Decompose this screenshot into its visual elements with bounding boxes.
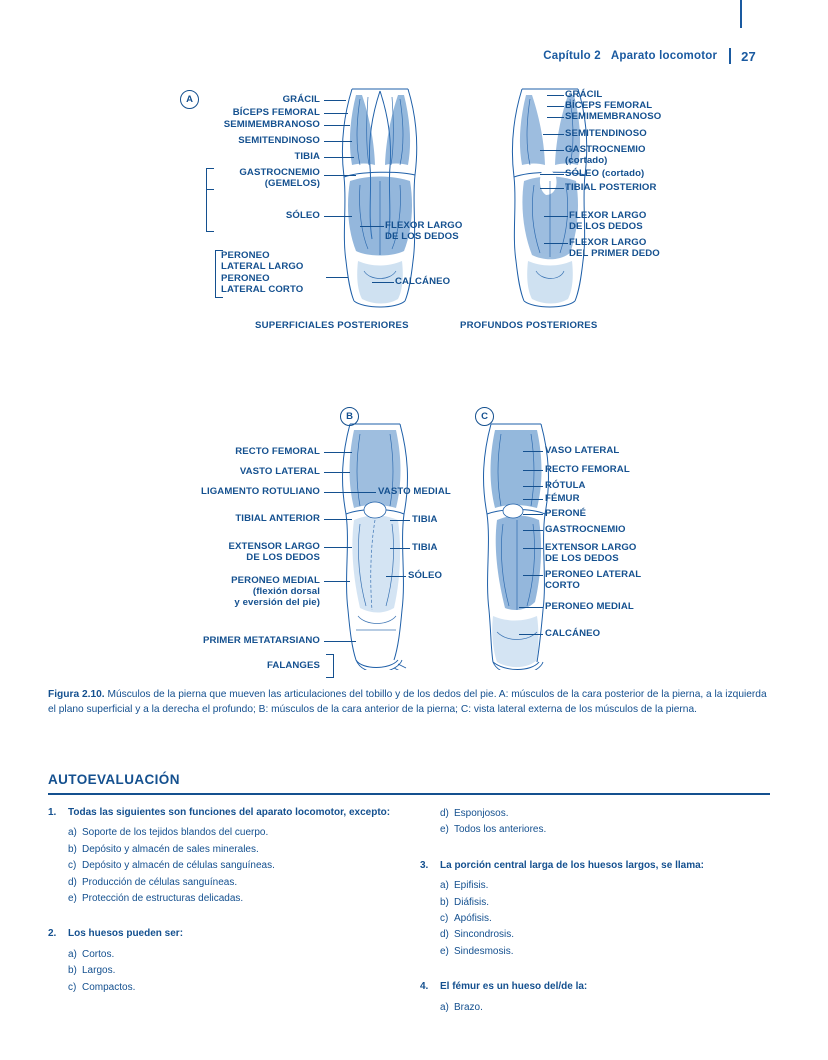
- panel-label-b: B: [340, 407, 359, 426]
- label-flexor-largo-dedos-p2: DE LOS DEDOS: [569, 221, 643, 232]
- label-semitendinoso-p: SEMITENDINOSO: [565, 128, 647, 139]
- option-key: c): [440, 913, 449, 925]
- option-key: a): [440, 880, 449, 892]
- label-flexor-largo-dedos-p: FLEXOR LARGO: [569, 210, 647, 221]
- leader-line: [540, 174, 564, 175]
- label-semimembranoso-a: SEMIMEMBRANOSO: [223, 119, 320, 130]
- header-divider: [729, 48, 731, 64]
- option[interactable]: [440, 878, 770, 893]
- label-peroneo-lateral-largo-a2: LATERAL LARGO: [221, 261, 304, 272]
- option-text: Cortos.: [82, 948, 115, 960]
- leader-line: [523, 451, 543, 452]
- label-gracil-p: GRÁCIL: [565, 89, 603, 100]
- panel-label-a: A: [180, 90, 199, 109]
- leader-line: [324, 641, 356, 642]
- leader-line: [324, 519, 352, 520]
- label-gastrocnemio-p: GASTROCNEMIO: [565, 144, 646, 155]
- leader-line: [523, 530, 543, 531]
- question-1-number: 1.: [48, 807, 57, 818]
- option-text: Soporte de los tejidos blandos del cuerpo.: [82, 827, 269, 839]
- label-peroneo-lateral-largo-a: PERONEO: [221, 250, 270, 261]
- option-text: Largos.: [82, 965, 116, 977]
- header-section: Aparato locomotor: [610, 50, 718, 62]
- label-gastrocnemio-cortado-p: (cortado): [565, 155, 608, 166]
- option-text: Compactos.: [82, 981, 136, 993]
- option[interactable]: [68, 858, 418, 873]
- option-key: c): [68, 981, 77, 993]
- leader-line: [523, 486, 543, 487]
- label-vasto-medial-b: VASTO MEDIAL: [378, 486, 451, 497]
- leader-line: [372, 282, 394, 283]
- label-peroneo-lateral-corto-c: PERONEO LATERAL: [545, 569, 642, 580]
- question-3-options: [440, 878, 770, 959]
- question-4-options: [440, 1000, 770, 1015]
- option-key: a): [68, 827, 77, 839]
- question-column-left: [48, 806, 418, 998]
- leader-line: [523, 548, 543, 549]
- leader-line: [324, 125, 350, 126]
- leader-line: [543, 134, 564, 135]
- label-primer-metatarsiano-b: PRIMER METATARSIANO: [202, 635, 320, 646]
- option-text: Sincondrosis.: [454, 929, 515, 941]
- subcaption-profundos: PROFUNDOS POSTERIORES: [460, 320, 598, 331]
- option-text: Depósito y almacén de células sanguíneas.: [82, 860, 275, 872]
- label-gastrocnemio-c: GASTROCNEMIO: [545, 524, 626, 535]
- leader-line: [523, 575, 543, 576]
- label-tibial-anterior-b: TIBIAL ANTERIOR: [235, 513, 320, 524]
- leader-line: [324, 581, 350, 582]
- question-2-options: [68, 947, 418, 995]
- leader-line: [523, 514, 543, 515]
- option-key: c): [68, 860, 77, 872]
- option[interactable]: [440, 927, 770, 942]
- leader-line: [547, 106, 564, 107]
- option-key: a): [68, 948, 77, 960]
- label-flexor-largo-dedos-a2: DE LOS DEDOS: [385, 231, 459, 242]
- question-1-options: [68, 825, 418, 906]
- figure-caption-text: Músculos de la pierna que mueven las articulaciones del tobillo y de los dedos del pie. A: músculos de la cara posterior de la pierna, a la izquierda el plano superficial y a la derecha el profundo; B: músculos de la cara anterior de la pierna; C: vista lateral externa de los músculos de la pierna.: [48, 689, 767, 715]
- label-gastrocnemio-a: GASTROCNEMIO: [239, 167, 320, 178]
- option[interactable]: [440, 806, 770, 821]
- question-4-text: El fémur es un hueso del/de la:: [440, 981, 588, 993]
- option-key: a): [440, 1001, 449, 1013]
- label-peroneo-lateral-corto-a: PERONEO: [221, 273, 270, 284]
- leader-line: [544, 243, 568, 244]
- label-soleo-a: SÓLEO: [285, 210, 320, 221]
- option[interactable]: [68, 842, 418, 857]
- label-falanges-b: FALANGES: [266, 660, 320, 671]
- header-chapter: Capítulo 2: [543, 50, 601, 62]
- label-rotula-c: RÓTULA: [545, 480, 586, 491]
- option-key: d): [440, 808, 449, 819]
- label-tibia-a: TIBIA: [294, 151, 320, 162]
- subcaption-superficiales: SUPERFICIALES POSTERIORES: [255, 320, 409, 331]
- label-peroneo-medial-c: PERONEO MEDIAL: [545, 601, 634, 612]
- leader-line: [519, 607, 543, 608]
- leader-line: [326, 277, 348, 278]
- question-1-options-continued: [440, 806, 770, 838]
- option-key: d): [440, 929, 449, 941]
- label-peroneo-medial-b3: y eversión del pie): [234, 597, 320, 608]
- question-column-right: [420, 806, 770, 1018]
- option[interactable]: [440, 911, 770, 926]
- spacer: [440, 962, 770, 980]
- autoevaluacion-divider: [48, 793, 770, 795]
- spacer: [68, 909, 418, 927]
- leader-line: [523, 470, 543, 471]
- option-text: Producción de células sanguíneas.: [82, 876, 238, 888]
- label-gracil-a: GRÁCIL: [282, 94, 320, 105]
- label-calcaneo-c: CALCÁNEO: [545, 628, 601, 639]
- leader-line: [547, 95, 564, 96]
- header-rule-top: [740, 0, 742, 28]
- question-2: [48, 927, 418, 995]
- panel-label-c: C: [475, 407, 494, 426]
- label-biceps-femoral-a: BÍCEPS FEMORAL: [232, 107, 320, 118]
- label-peroneo-medial-b: PERONEO MEDIAL: [231, 575, 320, 586]
- question-1-continued: [440, 806, 770, 838]
- page-number: 27: [741, 48, 756, 64]
- question-3-number: 3.: [420, 859, 429, 871]
- figure-2-10: [60, 80, 770, 680]
- label-tibia-b2: TIBIA: [412, 542, 438, 553]
- option-text: Protección de estructuras delicadas.: [82, 893, 244, 905]
- option-key: e): [68, 893, 77, 905]
- option[interactable]: [68, 947, 418, 962]
- label-femur-c: FÉMUR: [545, 493, 580, 504]
- option[interactable]: [440, 895, 770, 910]
- bracket-soleo: [206, 168, 214, 232]
- label-extensor-largo-dedos-b2: DE LOS DEDOS: [246, 552, 320, 563]
- leader-line: [386, 576, 406, 577]
- option-text: Depósito y almacén de sales minerales.: [82, 843, 259, 855]
- label-peroneo-lateral-corto-a2: LATERAL CORTO: [221, 284, 304, 295]
- bracket-falanges: [326, 654, 334, 678]
- option-text: Esponjosos.: [454, 808, 509, 819]
- autoevaluacion-heading: AUTOEVALUACIÓN: [48, 772, 180, 787]
- page-header: [543, 48, 756, 64]
- option[interactable]: [68, 963, 418, 978]
- figure-caption-label: Figura 2.10.: [48, 689, 105, 700]
- option-text: Sindesmosis.: [454, 945, 514, 957]
- option-key: b): [440, 896, 449, 908]
- label-semitendinoso-a: SEMITENDINOSO: [238, 135, 320, 146]
- label-ligamento-rotuliano-b: LIGAMENTO ROTULIANO: [201, 486, 320, 497]
- question-3-text: La porción central larga de los huesos largos, se llama:: [440, 859, 704, 871]
- leader-line: [360, 226, 384, 227]
- question-1-text: Todas las siguientes son funciones del aparato locomotor, excepto:: [68, 807, 391, 818]
- leader-line: [324, 452, 352, 453]
- leader-line: [324, 141, 352, 142]
- option-text: Brazo.: [454, 1001, 483, 1013]
- label-soleo-b: SÓLEO: [408, 570, 443, 581]
- option[interactable]: [440, 822, 770, 837]
- spacer: [440, 841, 770, 859]
- leader-line: [540, 150, 564, 151]
- label-flexor-largo-primer-dedo-p2: DEL PRIMER DEDO: [569, 248, 660, 259]
- label-calcaneo-a: CALCÁNEO: [395, 276, 451, 287]
- option[interactable]: [440, 1000, 770, 1015]
- option-text: Diáfisis.: [454, 896, 490, 908]
- option-key: e): [440, 824, 449, 836]
- option-key: b): [68, 965, 77, 977]
- option-key: d): [68, 876, 77, 888]
- leader-line: [324, 175, 356, 176]
- leader-line: [390, 548, 410, 549]
- question-4: [420, 980, 770, 1015]
- question-4-number: 4.: [420, 981, 429, 993]
- label-vaso-lateral-c: VASO LATERAL: [545, 445, 620, 456]
- option-key: b): [68, 843, 77, 855]
- label-vasto-lateral-b: VASTO LATERAL: [239, 466, 320, 477]
- label-biceps-femoral-p: BÍCEPS FEMORAL: [565, 100, 653, 111]
- label-soleo-cortado-p: SÓLEO (cortado): [565, 168, 645, 179]
- leader-line: [324, 547, 352, 548]
- option-text: Todos los anteriores.: [454, 824, 547, 836]
- leader-line: [390, 520, 410, 521]
- option-text: Apófisis.: [454, 913, 492, 925]
- leader-line: [540, 188, 564, 189]
- leader-line: [519, 634, 543, 635]
- leader-line: [324, 472, 350, 473]
- label-tibial-posterior-p: TIBIAL POSTERIOR: [565, 182, 657, 193]
- label-peroneo-lateral-corto-c2: CORTO: [545, 580, 580, 591]
- leader-line: [324, 216, 352, 217]
- option[interactable]: [68, 891, 418, 906]
- label-recto-femoral-b: RECTO FEMORAL: [235, 446, 320, 457]
- label-perone-c: PERONÉ: [545, 508, 587, 519]
- option-key: e): [440, 945, 449, 957]
- question-2-text: Los huesos pueden ser:: [68, 928, 184, 940]
- option[interactable]: [68, 825, 418, 840]
- label-flexor-largo-dedos-a: FLEXOR LARGO: [385, 220, 463, 231]
- label-extensor-largo-dedos-c2: DE LOS DEDOS: [545, 553, 619, 564]
- bracket-peroneos: [215, 250, 223, 298]
- label-extensor-largo-dedos-b: EXTENSOR LARGO: [228, 541, 320, 552]
- option[interactable]: [68, 980, 418, 995]
- option-text: Epifisis.: [454, 880, 489, 892]
- question-1: [48, 806, 418, 906]
- question-2-number: 2.: [48, 928, 57, 940]
- leader-line: [324, 157, 354, 158]
- leader-line: [324, 100, 346, 101]
- label-gemelos-a: (GEMELOS): [264, 178, 320, 189]
- leader-line: [544, 216, 568, 217]
- label-semimembranoso-p: SEMIMEMBRANOSO: [565, 111, 662, 122]
- leader-line: [324, 113, 348, 114]
- leader-line: [324, 492, 358, 493]
- option[interactable]: [440, 944, 770, 959]
- leader-line: [547, 117, 564, 118]
- figure-caption: [48, 688, 770, 717]
- label-peroneo-medial-b2: (flexión dorsal: [252, 586, 320, 597]
- label-recto-femoral-c: RECTO FEMORAL: [545, 464, 630, 475]
- label-extensor-largo-dedos-c: EXTENSOR LARGO: [545, 542, 637, 553]
- question-3: [420, 859, 770, 959]
- label-flexor-largo-primer-dedo-p: FLEXOR LARGO: [569, 237, 647, 248]
- option[interactable]: [68, 875, 418, 890]
- leader-line: [356, 492, 376, 493]
- leader-line: [523, 499, 543, 500]
- label-tibia-b: TIBIA: [412, 514, 438, 525]
